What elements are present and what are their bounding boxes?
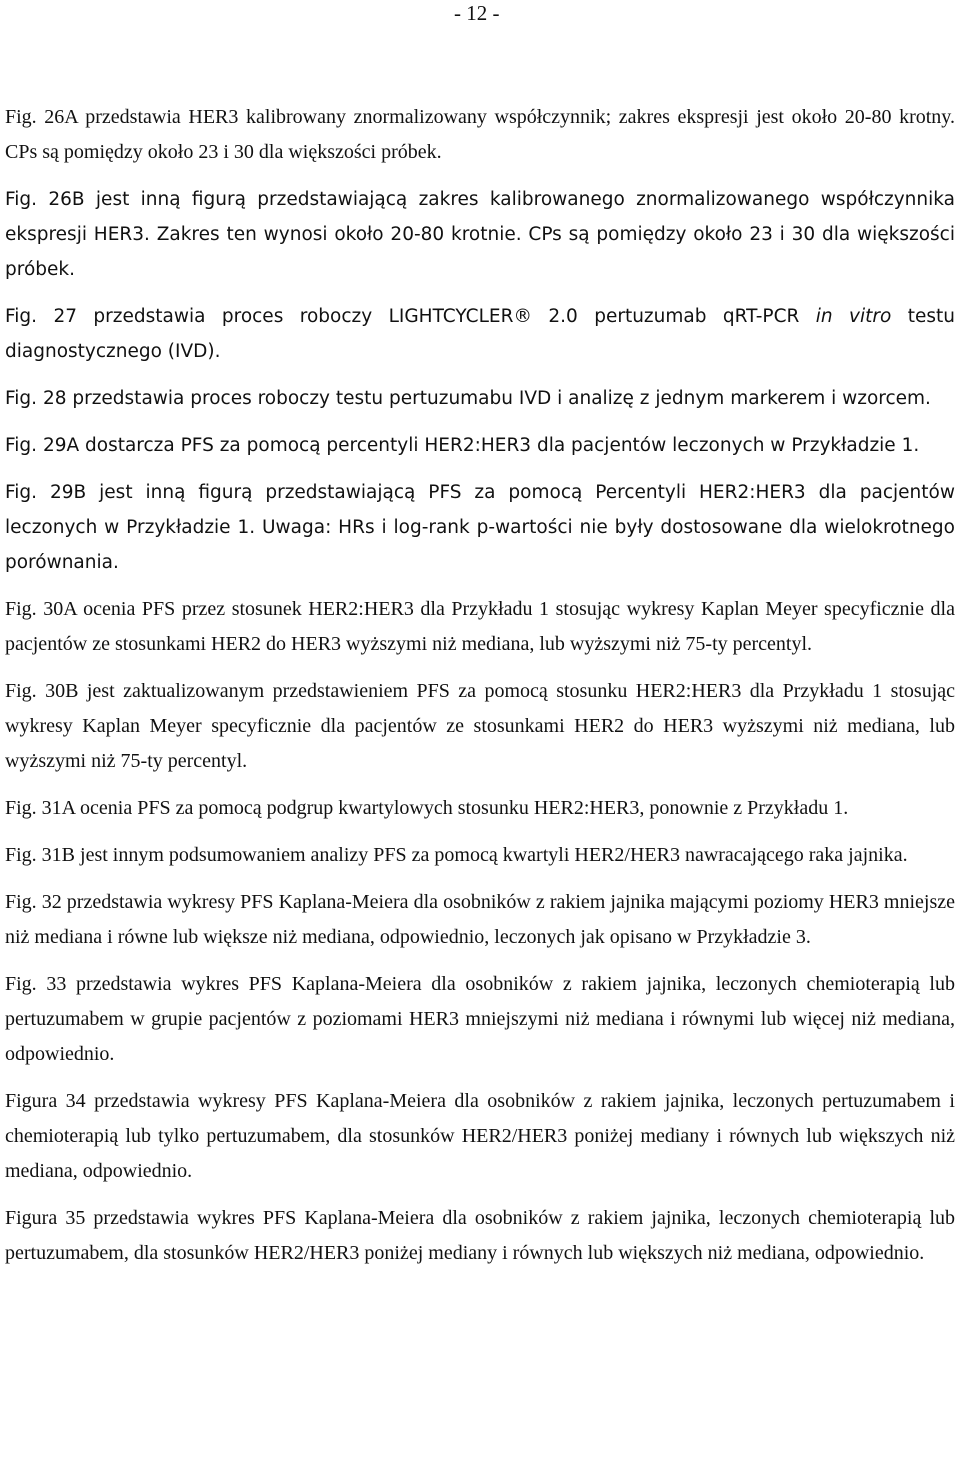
paragraph-figura-34: Figura 34 przedstawia wykresy PFS Kaplana-Meiera dla osobników z rakiem jajnika, leczonych pertuzumabem i chemioterapią lub tylko pertuzumabem, dla stosunków HER2/HER3 poniżej mediany i równych lub większych niż mediana, odpowiednio. bbox=[5, 1090, 955, 1182]
paragraph-fig-32: Fig. 32 przedstawia wykresy PFS Kaplana-Meiera dla osobników z rakiem jajnika mającymi poziomy HER3 mniejsze niż mediana i równe lub większe niż mediana, odpowiednio, leczonych jak opisano w Przykładzie 3. bbox=[5, 891, 955, 948]
paragraph-figura-35: Figura 35 przedstawia wykres PFS Kaplana-Meiera dla osobników z rakiem jajnika, leczonych chemioterapią lub pertuzumabem, dla stosunków HER2/HER3 poniżej mediany i równych lub większych niż mediana, odpowiednio. bbox=[5, 1207, 955, 1264]
paragraph-fig-27: Fig. 27 przedstawia proces roboczy LIGHTCYCLER® 2.0 pertuzumab qRT-PCR in vitro testu diagnostycznego (IVD). bbox=[5, 306, 955, 362]
paragraph-fig-26a: Fig. 26A przedstawia HER3 kalibrowany znormalizowany współczynnik; zakres ekspresji jest około 20-80 krotny. CPs są pomiędzy około 23 i 30 dla większości próbek. bbox=[5, 106, 955, 163]
paragraph-fig-33: Fig. 33 przedstawia wykres PFS Kaplana-Meiera dla osobników z rakiem jajnika, leczonych chemioterapią lub pertuzumabem w grupie pacjentów z poziomami HER3 mniejszymi niż mediana i równymi lub więcej niż mediana, odpowiednio. bbox=[5, 973, 955, 1065]
page-number: - 12 - bbox=[454, 1, 500, 25]
paragraph-fig-29a: Fig. 29A dostarcza PFS za pomocą percentyli HER2:HER3 dla pacjentów leczonych w Przykładzie 1. bbox=[5, 435, 920, 456]
paragraph-fig-29b: Fig. 29B jest inną figurą przedstawiającą PFS za pomocą Percentyli HER2:HER3 dla pacjentów leczonych w Przykładzie 1. Uwaga: HRs i log-rank p-wartości nie były dostosowane dla wielokrotnego porównania. bbox=[5, 482, 955, 573]
paragraph-fig-31a: Fig. 31A ocenia PFS za pomocą podgrup kwartylowych stosunku HER2:HER3, ponownie z Przykładu 1. bbox=[5, 797, 849, 819]
paragraph-fig-28: Fig. 28 przedstawia proces roboczy testu pertuzumabu IVD i analizę z jednym markerem i wzorcem. bbox=[5, 388, 931, 409]
paragraph-fig-30a: Fig. 30A ocenia PFS przez stosunek HER2:HER3 dla Przykładu 1 stosując wykresy Kaplan Meyer specyficznie dla pacjentów ze stosunkami HER2 do HER3 wyższymi niż mediana, lub wyższymi niż 75-ty percentyl. bbox=[5, 598, 955, 655]
paragraph-fig-31b: Fig. 31B jest innym podsumowaniem analizy PFS za pomocą kwartyli HER2/HER3 nawracającego raka jajnika. bbox=[5, 844, 908, 866]
document-body bbox=[5, 100, 955, 1283]
paragraph-fig-26b: Fig. 26B jest inną figurą przedstawiającą zakres kalibrowanego znormalizowanego współczynnika ekspresji HER3. Zakres ten wynosi około 20-80 krotnie. CPs są pomiędzy około 23 i 30 dla większości próbek. bbox=[5, 189, 955, 280]
paragraph-fig-30b: Fig. 30B jest zaktualizowanym przedstawieniem PFS za pomocą stosunku HER2:HER3 dla Przykładu 1 stosując wykresy Kaplan Meyer specyficznie dla pacjentów ze stosunkami HER2 do HER3 wyższymi niż mediana, lub wyższymi niż 75-ty percentyl. bbox=[5, 680, 955, 772]
